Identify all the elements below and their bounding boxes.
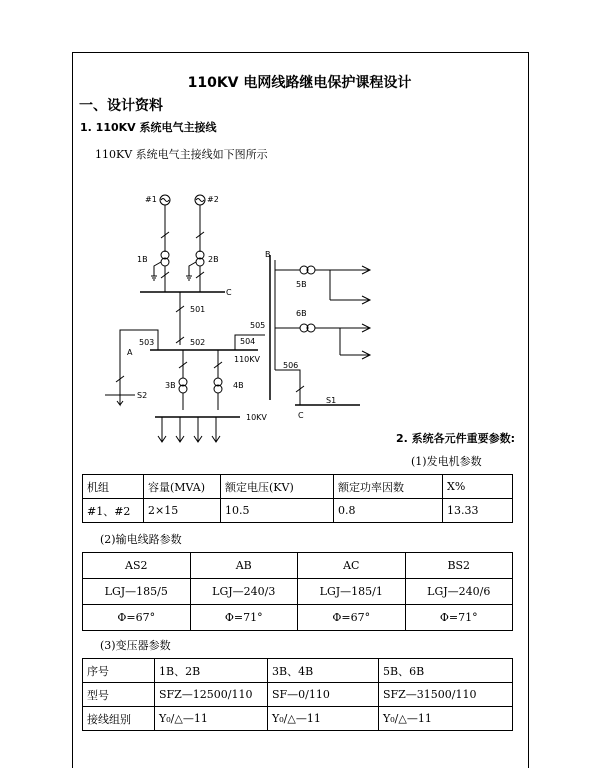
table-cell: AB [190, 553, 298, 579]
breaker-505: 505 [250, 321, 266, 330]
t4b-label: 4B [233, 381, 244, 390]
table-row [83, 605, 513, 631]
document-title: 110KV 电网线路继电保护课程设计 [187, 75, 412, 91]
s2-label: S2 [137, 391, 148, 400]
kv110-label: 110KV [234, 355, 260, 364]
gen-1-label: #1 [145, 195, 157, 204]
bus-a-label: A [127, 348, 133, 357]
table-cell: BS2 [405, 553, 513, 579]
table-row [83, 707, 513, 731]
bus-c-label: C [226, 288, 232, 297]
table-cell: SF—0/110 [268, 683, 379, 707]
gen-table [82, 474, 513, 523]
table-cell: 序号 [83, 659, 155, 683]
lines-table [82, 552, 513, 631]
table-cell: SFZ—31500/110 [379, 683, 513, 707]
transformer-caption: (3)变压器参数 [100, 639, 171, 652]
transformer-table [82, 658, 513, 731]
table-cell: 额定功率因数 [334, 475, 443, 499]
table-cell: 机组 [83, 475, 144, 499]
table-cell: 13.33 [443, 499, 513, 523]
table-cell: Φ=71° [190, 605, 298, 631]
table-cell: Φ=71° [405, 605, 513, 631]
c-label: C [298, 411, 304, 420]
table-cell: AC [298, 553, 406, 579]
table-cell: 2×15 [144, 499, 221, 523]
table-cell: SFZ—12500/110 [155, 683, 268, 707]
transformer-3b [179, 350, 187, 410]
transformer-1b [151, 251, 169, 292]
table-cell: Y₀/△—11 [379, 707, 513, 731]
table-cell: #1、#2 [83, 499, 144, 523]
gen-2-label: #2 [207, 195, 219, 204]
gen-caption: (1)发电机参数 [411, 455, 482, 468]
table-row [83, 659, 513, 683]
table-cell: Y₀/△—11 [155, 707, 268, 731]
table-cell: 3B、4B [268, 659, 379, 683]
transformer-2b [186, 251, 204, 292]
breaker-506: 506 [283, 361, 299, 370]
table-cell: LGJ—240/6 [405, 579, 513, 605]
subsection-heading: 1. 110KV 系统电气主接线 [80, 121, 217, 134]
table-cell: Y₀/△—11 [268, 707, 379, 731]
t2b-label: 2B [208, 255, 219, 264]
kv10-label: 10KV [246, 413, 267, 422]
breaker-502: 502 [190, 338, 206, 347]
transformer-4b [214, 350, 222, 410]
bus-b-label: B [265, 250, 271, 259]
breaker-503: 503 [139, 338, 155, 347]
table-cell: X% [443, 475, 513, 499]
intro-paragraph: 110KV 系统电气主接线如下图所示 [95, 148, 268, 161]
breaker-501: 501 [190, 305, 206, 314]
t5b-label: 5B [296, 280, 307, 289]
table-row [83, 579, 513, 605]
lines-caption: (2)输电线路参数 [100, 533, 182, 546]
table-cell: Φ=67° [83, 605, 191, 631]
table-row [83, 553, 513, 579]
t3b-label: 3B [165, 381, 176, 390]
table-row [83, 475, 513, 499]
table-cell: AS2 [83, 553, 191, 579]
table-cell: LGJ—185/5 [83, 579, 191, 605]
parameters-heading: 2. 系统各元件重要参数: [395, 432, 515, 445]
table-cell: 额定电压(KV) [221, 475, 334, 499]
breaker-504: 504 [240, 337, 256, 346]
table-cell: 0.8 [334, 499, 443, 523]
table-cell: LGJ—185/1 [298, 579, 406, 605]
table-cell: 10.5 [221, 499, 334, 523]
section-heading: 一、设计资料 [79, 98, 163, 114]
t1b-label: 1B [137, 255, 148, 264]
s1-label: S1 [326, 396, 337, 405]
table-cell: LGJ—240/3 [190, 579, 298, 605]
table-cell: 接线组别 [83, 707, 155, 731]
table-cell: 5B、6B [379, 659, 513, 683]
table-cell: 容量(MVA) [144, 475, 221, 499]
table-cell: 型号 [83, 683, 155, 707]
generator-2 [195, 195, 205, 252]
table-row [83, 499, 513, 523]
table-cell: Φ=67° [298, 605, 406, 631]
t6b-label: 6B [296, 309, 307, 318]
table-cell: 1B、2B [155, 659, 268, 683]
table-row [83, 683, 513, 707]
generator-1 [160, 195, 170, 252]
